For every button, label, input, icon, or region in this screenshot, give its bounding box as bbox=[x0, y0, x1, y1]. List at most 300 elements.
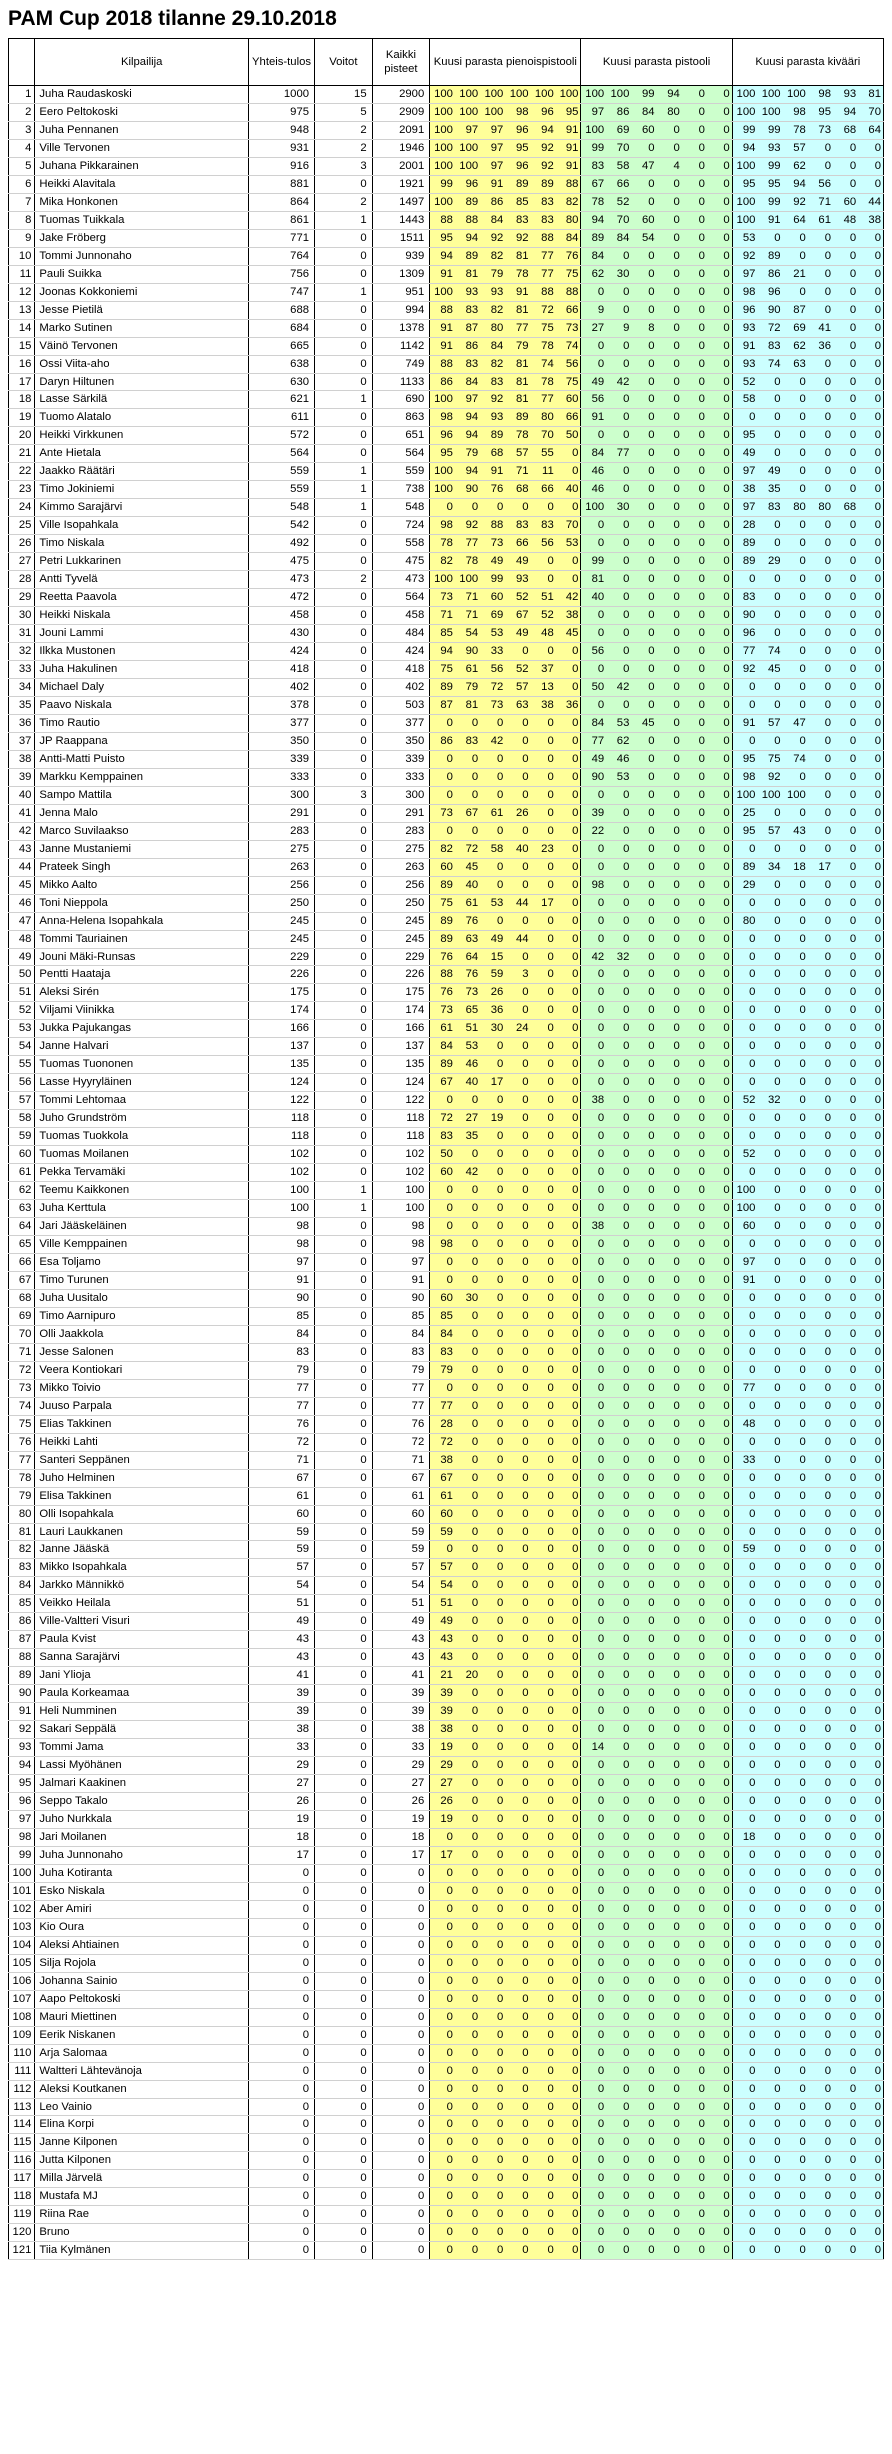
pienoispistooli-score: 0 bbox=[505, 1074, 530, 1092]
table-row bbox=[9, 2224, 884, 2242]
pienoispistooli-score: 0 bbox=[556, 1128, 581, 1146]
table-row bbox=[9, 786, 884, 804]
table-row bbox=[9, 1361, 884, 1379]
pienoispistooli-score: 70 bbox=[556, 517, 581, 535]
pienoispistooli-score: 0 bbox=[556, 1505, 581, 1523]
kivaari-score: 0 bbox=[858, 930, 883, 948]
table-row bbox=[9, 984, 884, 1002]
pienoispistooli-score: 0 bbox=[455, 1487, 480, 1505]
pistooli-score: 0 bbox=[606, 930, 631, 948]
pienoispistooli-score: 0 bbox=[556, 1433, 581, 1451]
pistooli-score: 0 bbox=[657, 1649, 682, 1667]
pienoispistooli-score: 0 bbox=[480, 1703, 505, 1721]
kivaari-score: 0 bbox=[858, 1972, 883, 1990]
pienoispistooli-score: 0 bbox=[531, 2224, 556, 2242]
pienoispistooli-score: 0 bbox=[480, 2134, 505, 2152]
pistooli-score: 0 bbox=[581, 894, 606, 912]
kivaari-score: 0 bbox=[858, 2170, 883, 2188]
pistooli-score: 0 bbox=[631, 786, 656, 804]
kivaari-score: 0 bbox=[783, 1757, 808, 1775]
rank-cell: 108 bbox=[9, 2008, 35, 2026]
pienoispistooli-score: 72 bbox=[531, 301, 556, 319]
name-cell: Olli Jaakkola bbox=[35, 1325, 249, 1343]
kivaari-score: 0 bbox=[833, 373, 858, 391]
kivaari-score: 0 bbox=[757, 876, 782, 894]
pistooli-score: 0 bbox=[631, 1092, 656, 1110]
pistooli-score: 0 bbox=[682, 1038, 707, 1056]
pistooli-score: 0 bbox=[657, 1433, 682, 1451]
pistooli-score: 0 bbox=[606, 607, 631, 625]
name-cell: Aleksi Sirén bbox=[35, 984, 249, 1002]
table-row bbox=[9, 1793, 884, 1811]
name-cell: Juha Uusitalo bbox=[35, 1289, 249, 1307]
pistooli-score: 0 bbox=[631, 930, 656, 948]
kivaari-score: 0 bbox=[783, 1110, 808, 1128]
table-row bbox=[9, 894, 884, 912]
rank-cell: 36 bbox=[9, 714, 35, 732]
kivaari-score: 0 bbox=[783, 1433, 808, 1451]
table-row bbox=[9, 1182, 884, 1200]
kivaari-score: 0 bbox=[783, 840, 808, 858]
total-cell: 118 bbox=[249, 1110, 315, 1128]
pienoispistooli-score: 0 bbox=[480, 1271, 505, 1289]
pienoispistooli-score: 0 bbox=[531, 1343, 556, 1361]
pistooli-score: 0 bbox=[606, 1182, 631, 1200]
pienoispistooli-score: 75 bbox=[430, 894, 455, 912]
pienoispistooli-score: 0 bbox=[480, 1038, 505, 1056]
kivaari-score: 0 bbox=[858, 1200, 883, 1218]
pistooli-score: 0 bbox=[631, 1415, 656, 1433]
pienoispistooli-score: 96 bbox=[505, 157, 530, 175]
pienoispistooli-score: 0 bbox=[531, 1775, 556, 1793]
kivaari-score: 0 bbox=[783, 948, 808, 966]
kivaari-score: 0 bbox=[732, 2026, 757, 2044]
kivaari-score: 0 bbox=[808, 1667, 833, 1685]
pistooli-score: 0 bbox=[631, 1559, 656, 1577]
pienoispistooli-score: 87 bbox=[430, 696, 455, 714]
all-points-cell: 97 bbox=[372, 1253, 430, 1271]
table-row bbox=[9, 86, 884, 104]
pistooli-score: 0 bbox=[606, 247, 631, 265]
pienoispistooli-score: 0 bbox=[480, 2080, 505, 2098]
pienoispistooli-score: 0 bbox=[531, 1307, 556, 1325]
kivaari-score: 0 bbox=[757, 1020, 782, 1038]
pienoispistooli-score: 45 bbox=[556, 625, 581, 643]
kivaari-score: 0 bbox=[858, 247, 883, 265]
kivaari-score: 100 bbox=[732, 86, 757, 104]
pistooli-score: 0 bbox=[682, 966, 707, 984]
kivaari-score: 0 bbox=[783, 1954, 808, 1972]
pienoispistooli-score: 0 bbox=[505, 1595, 530, 1613]
all-points-cell: 1309 bbox=[372, 265, 430, 283]
pienoispistooli-score: 0 bbox=[505, 1038, 530, 1056]
kivaari-score: 0 bbox=[732, 984, 757, 1002]
pistooli-score: 0 bbox=[657, 499, 682, 517]
pistooli-score: 0 bbox=[581, 1146, 606, 1164]
kivaari-score: 0 bbox=[783, 463, 808, 481]
kivaari-score: 0 bbox=[783, 1236, 808, 1254]
pistooli-score: 9 bbox=[581, 301, 606, 319]
kivaari-score: 0 bbox=[833, 1523, 858, 1541]
kivaari-score: 95 bbox=[732, 822, 757, 840]
kivaari-score: 0 bbox=[808, 571, 833, 589]
pistooli-score: 0 bbox=[657, 481, 682, 499]
pistooli-score: 0 bbox=[606, 517, 631, 535]
pistooli-score: 0 bbox=[581, 1236, 606, 1254]
pienoispistooli-score: 0 bbox=[480, 1397, 505, 1415]
pistooli-score: 0 bbox=[581, 2116, 606, 2134]
rank-cell: 2 bbox=[9, 103, 35, 121]
table-row bbox=[9, 2152, 884, 2170]
kivaari-score: 0 bbox=[757, 1128, 782, 1146]
pistooli-score: 0 bbox=[657, 1056, 682, 1074]
kivaari-score: 44 bbox=[858, 193, 883, 211]
pienoispistooli-score: 0 bbox=[455, 1972, 480, 1990]
kivaari-score: 0 bbox=[783, 1613, 808, 1631]
pistooli-score: 0 bbox=[581, 912, 606, 930]
pistooli-score: 0 bbox=[606, 481, 631, 499]
pistooli-score: 0 bbox=[707, 409, 732, 427]
pistooli-score: 0 bbox=[707, 1936, 732, 1954]
pistooli-score: 0 bbox=[631, 643, 656, 661]
total-cell: 98 bbox=[249, 1218, 315, 1236]
wins-cell: 0 bbox=[315, 1433, 373, 1451]
name-cell: Juha Pennanen bbox=[35, 121, 249, 139]
pistooli-score: 0 bbox=[657, 409, 682, 427]
rank-cell: 28 bbox=[9, 571, 35, 589]
pienoispistooli-score: 75 bbox=[430, 661, 455, 679]
pistooli-score: 0 bbox=[606, 1703, 631, 1721]
pistooli-score: 0 bbox=[606, 1307, 631, 1325]
pienoispistooli-score: 61 bbox=[455, 661, 480, 679]
kivaari-score: 95 bbox=[808, 103, 833, 121]
total-cell: 245 bbox=[249, 912, 315, 930]
total-cell: 472 bbox=[249, 589, 315, 607]
name-cell: Markku Kemppainen bbox=[35, 768, 249, 786]
total-cell: 77 bbox=[249, 1379, 315, 1397]
pienoispistooli-score: 0 bbox=[531, 2116, 556, 2134]
all-points-cell: 0 bbox=[372, 1972, 430, 1990]
wins-cell: 0 bbox=[315, 1918, 373, 1936]
total-cell: 0 bbox=[249, 2242, 315, 2260]
kivaari-score: 0 bbox=[858, 1811, 883, 1829]
pienoispistooli-score: 0 bbox=[430, 786, 455, 804]
name-cell: Milla Järvelä bbox=[35, 2170, 249, 2188]
pienoispistooli-score: 75 bbox=[556, 373, 581, 391]
pienoispistooli-score: 100 bbox=[455, 139, 480, 157]
total-cell: 300 bbox=[249, 786, 315, 804]
pistooli-score: 0 bbox=[657, 1793, 682, 1811]
total-cell: 122 bbox=[249, 1092, 315, 1110]
name-cell: Johanna Sainio bbox=[35, 1972, 249, 1990]
pistooli-score: 0 bbox=[657, 1667, 682, 1685]
pienoispistooli-score: 0 bbox=[455, 499, 480, 517]
kivaari-score: 0 bbox=[732, 1972, 757, 1990]
kivaari-score: 0 bbox=[833, 768, 858, 786]
pistooli-score: 0 bbox=[581, 1271, 606, 1289]
kivaari-score: 0 bbox=[808, 1289, 833, 1307]
pistooli-score: 0 bbox=[682, 2026, 707, 2044]
rank-cell: 117 bbox=[9, 2170, 35, 2188]
wins-cell: 0 bbox=[315, 984, 373, 1002]
kivaari-score: 61 bbox=[808, 211, 833, 229]
rank-cell: 84 bbox=[9, 1577, 35, 1595]
kivaari-score: 25 bbox=[732, 804, 757, 822]
kivaari-score: 0 bbox=[732, 2152, 757, 2170]
kivaari-score: 0 bbox=[757, 1990, 782, 2008]
total-cell: 630 bbox=[249, 373, 315, 391]
rank-cell: 104 bbox=[9, 1936, 35, 1954]
pistooli-score: 0 bbox=[682, 1667, 707, 1685]
pistooli-score: 0 bbox=[682, 1056, 707, 1074]
kivaari-score: 0 bbox=[808, 1415, 833, 1433]
wins-cell: 0 bbox=[315, 2242, 373, 2260]
kivaari-score: 62 bbox=[783, 157, 808, 175]
pistooli-score: 0 bbox=[682, 2008, 707, 2026]
kivaari-score: 0 bbox=[808, 1864, 833, 1882]
pienoispistooli-score: 0 bbox=[556, 894, 581, 912]
pistooli-score: 0 bbox=[682, 1361, 707, 1379]
pienoispistooli-score: 92 bbox=[505, 229, 530, 247]
kivaari-score: 0 bbox=[757, 930, 782, 948]
wins-cell: 0 bbox=[315, 1361, 373, 1379]
wins-cell: 0 bbox=[315, 2134, 373, 2152]
all-points-cell: 245 bbox=[372, 912, 430, 930]
pistooli-score: 0 bbox=[682, 1451, 707, 1469]
pistooli-score: 0 bbox=[657, 1775, 682, 1793]
pienoispistooli-score: 0 bbox=[505, 2152, 530, 2170]
kivaari-score: 0 bbox=[783, 1936, 808, 1954]
pienoispistooli-score: 0 bbox=[556, 1721, 581, 1739]
name-cell: Waltteri Lähtevänoja bbox=[35, 2062, 249, 2080]
name-cell: Teemu Kaikkonen bbox=[35, 1182, 249, 1200]
all-points-cell: 559 bbox=[372, 463, 430, 481]
pistooli-score: 0 bbox=[707, 1775, 732, 1793]
pistooli-score: 0 bbox=[707, 1900, 732, 1918]
pienoispistooli-score: 66 bbox=[505, 535, 530, 553]
pienoispistooli-score: 0 bbox=[531, 1703, 556, 1721]
kivaari-score: 0 bbox=[808, 732, 833, 750]
kivaari-score: 0 bbox=[808, 1577, 833, 1595]
pienoispistooli-score: 0 bbox=[505, 1613, 530, 1631]
pienoispistooli-score: 53 bbox=[480, 625, 505, 643]
pienoispistooli-score: 0 bbox=[531, 1074, 556, 1092]
table-row bbox=[9, 229, 884, 247]
kivaari-score: 0 bbox=[833, 643, 858, 661]
pienoispistooli-score: 0 bbox=[505, 1110, 530, 1128]
kivaari-score: 0 bbox=[858, 1415, 883, 1433]
pienoispistooli-score: 100 bbox=[455, 157, 480, 175]
kivaari-score: 80 bbox=[783, 499, 808, 517]
total-cell: 124 bbox=[249, 1074, 315, 1092]
kivaari-score: 0 bbox=[757, 1685, 782, 1703]
pistooli-score: 0 bbox=[707, 247, 732, 265]
pistooli-score: 0 bbox=[657, 391, 682, 409]
pienoispistooli-score: 96 bbox=[430, 427, 455, 445]
kivaari-score: 0 bbox=[833, 1739, 858, 1757]
wins-cell: 0 bbox=[315, 1128, 373, 1146]
kivaari-score: 0 bbox=[833, 1757, 858, 1775]
pienoispistooli-score: 0 bbox=[455, 1469, 480, 1487]
kivaari-score: 49 bbox=[732, 445, 757, 463]
kivaari-score: 0 bbox=[732, 1990, 757, 2008]
kivaari-score: 0 bbox=[808, 2206, 833, 2224]
pienoispistooli-score: 83 bbox=[480, 373, 505, 391]
total-cell: 77 bbox=[249, 1397, 315, 1415]
standings-table bbox=[8, 38, 884, 2260]
pistooli-score: 0 bbox=[631, 1990, 656, 2008]
kivaari-score: 0 bbox=[808, 1505, 833, 1523]
pistooli-score: 0 bbox=[606, 1900, 631, 1918]
pistooli-score: 0 bbox=[657, 1990, 682, 2008]
kivaari-score: 0 bbox=[833, 1685, 858, 1703]
pistooli-score: 0 bbox=[631, 804, 656, 822]
wins-cell: 0 bbox=[315, 1056, 373, 1074]
pistooli-score: 0 bbox=[631, 1685, 656, 1703]
total-cell: 621 bbox=[249, 391, 315, 409]
kivaari-score: 0 bbox=[757, 1954, 782, 1972]
pienoispistooli-score: 91 bbox=[430, 265, 455, 283]
kivaari-score: 0 bbox=[833, 229, 858, 247]
rank-cell: 107 bbox=[9, 1990, 35, 2008]
kivaari-score: 97 bbox=[732, 1253, 757, 1271]
kivaari-score: 0 bbox=[732, 1020, 757, 1038]
kivaari-score: 0 bbox=[808, 589, 833, 607]
pienoispistooli-score: 81 bbox=[505, 247, 530, 265]
all-points-cell: 102 bbox=[372, 1146, 430, 1164]
pienoispistooli-score: 94 bbox=[430, 247, 455, 265]
kivaari-score: 0 bbox=[808, 1020, 833, 1038]
total-cell: 43 bbox=[249, 1649, 315, 1667]
kivaari-score: 0 bbox=[833, 1128, 858, 1146]
pienoispistooli-score: 0 bbox=[556, 2044, 581, 2062]
table-row bbox=[9, 1649, 884, 1667]
name-cell: Aber Amiri bbox=[35, 1900, 249, 1918]
pistooli-score: 0 bbox=[631, 840, 656, 858]
pistooli-score: 0 bbox=[682, 894, 707, 912]
pienoispistooli-score: 0 bbox=[556, 1487, 581, 1505]
kivaari-score: 0 bbox=[833, 2026, 858, 2044]
kivaari-score: 0 bbox=[858, 1739, 883, 1757]
kivaari-score: 0 bbox=[808, 535, 833, 553]
kivaari-score: 0 bbox=[833, 1092, 858, 1110]
pienoispistooli-score: 0 bbox=[480, 1864, 505, 1882]
kivaari-score: 0 bbox=[783, 1882, 808, 1900]
pistooli-score: 0 bbox=[707, 2008, 732, 2026]
table-row bbox=[9, 373, 884, 391]
pienoispistooli-score: 93 bbox=[480, 283, 505, 301]
total-cell: 559 bbox=[249, 481, 315, 499]
kivaari-score: 0 bbox=[808, 1613, 833, 1631]
kivaari-score: 0 bbox=[783, 445, 808, 463]
pistooli-score: 0 bbox=[631, 463, 656, 481]
table-row bbox=[9, 1757, 884, 1775]
pienoispistooli-score: 88 bbox=[430, 301, 455, 319]
pienoispistooli-score: 83 bbox=[505, 211, 530, 229]
kivaari-score: 0 bbox=[858, 1092, 883, 1110]
pistooli-score: 0 bbox=[606, 804, 631, 822]
pienoispistooli-score: 60 bbox=[430, 858, 455, 876]
kivaari-score: 92 bbox=[732, 247, 757, 265]
pistooli-score: 0 bbox=[631, 1505, 656, 1523]
pistooli-score: 0 bbox=[682, 1918, 707, 1936]
kivaari-score: 0 bbox=[808, 678, 833, 696]
pienoispistooli-score: 79 bbox=[505, 337, 530, 355]
pistooli-score: 0 bbox=[682, 930, 707, 948]
rank-cell: 65 bbox=[9, 1236, 35, 1254]
kivaari-score: 0 bbox=[833, 1595, 858, 1613]
kivaari-score: 95 bbox=[732, 175, 757, 193]
name-cell: Pauli Suikka bbox=[35, 265, 249, 283]
kivaari-score: 0 bbox=[783, 589, 808, 607]
pistooli-score: 0 bbox=[707, 265, 732, 283]
pienoispistooli-score: 72 bbox=[480, 678, 505, 696]
kivaari-score: 0 bbox=[858, 283, 883, 301]
pistooli-score: 0 bbox=[631, 409, 656, 427]
kivaari-score: 52 bbox=[732, 373, 757, 391]
kivaari-score: 96 bbox=[732, 301, 757, 319]
pistooli-score: 0 bbox=[707, 1577, 732, 1595]
pistooli-score: 0 bbox=[581, 1379, 606, 1397]
rank-cell: 61 bbox=[9, 1164, 35, 1182]
name-cell: Juho Grundström bbox=[35, 1110, 249, 1128]
pienoispistooli-score: 0 bbox=[455, 1721, 480, 1739]
kivaari-score: 0 bbox=[833, 2116, 858, 2134]
pienoispistooli-score: 90 bbox=[455, 643, 480, 661]
rank-cell: 68 bbox=[9, 1289, 35, 1307]
pienoispistooli-score: 0 bbox=[430, 1541, 455, 1559]
kivaari-score: 0 bbox=[808, 1631, 833, 1649]
pistooli-score: 0 bbox=[606, 1685, 631, 1703]
kivaari-score: 0 bbox=[858, 2206, 883, 2224]
rank-cell: 31 bbox=[9, 625, 35, 643]
kivaari-score: 0 bbox=[808, 1793, 833, 1811]
wins-cell: 0 bbox=[315, 1811, 373, 1829]
name-cell: Silja Rojola bbox=[35, 1954, 249, 1972]
pistooli-score: 0 bbox=[682, 1900, 707, 1918]
pienoispistooli-score: 0 bbox=[556, 2026, 581, 2044]
pistooli-score: 0 bbox=[606, 1236, 631, 1254]
wins-cell: 0 bbox=[315, 445, 373, 463]
table-row bbox=[9, 1954, 884, 1972]
kivaari-score: 0 bbox=[732, 1343, 757, 1361]
pienoispistooli-score: 55 bbox=[531, 445, 556, 463]
pienoispistooli-score: 0 bbox=[531, 1487, 556, 1505]
rank-cell: 13 bbox=[9, 301, 35, 319]
kivaari-score: 0 bbox=[783, 1649, 808, 1667]
pistooli-score: 0 bbox=[631, 607, 656, 625]
pistooli-score: 0 bbox=[606, 1739, 631, 1757]
name-cell: Janne Kilponen bbox=[35, 2134, 249, 2152]
wins-cell: 1 bbox=[315, 481, 373, 499]
name-cell: Marko Sutinen bbox=[35, 319, 249, 337]
pistooli-score: 0 bbox=[631, 1002, 656, 1020]
pienoispistooli-score: 0 bbox=[505, 1469, 530, 1487]
pienoispistooli-score: 66 bbox=[556, 409, 581, 427]
pienoispistooli-score: 75 bbox=[531, 319, 556, 337]
pistooli-score: 0 bbox=[707, 1092, 732, 1110]
table-row bbox=[9, 1092, 884, 1110]
pistooli-score: 0 bbox=[682, 912, 707, 930]
pistooli-score: 0 bbox=[657, 1038, 682, 1056]
all-points-cell: 283 bbox=[372, 822, 430, 840]
kivaari-score: 0 bbox=[783, 1128, 808, 1146]
pistooli-score: 0 bbox=[682, 2152, 707, 2170]
kivaari-score: 0 bbox=[858, 1685, 883, 1703]
pienoispistooli-score: 0 bbox=[455, 1325, 480, 1343]
pistooli-score: 0 bbox=[657, 2224, 682, 2242]
rank-cell: 88 bbox=[9, 1649, 35, 1667]
